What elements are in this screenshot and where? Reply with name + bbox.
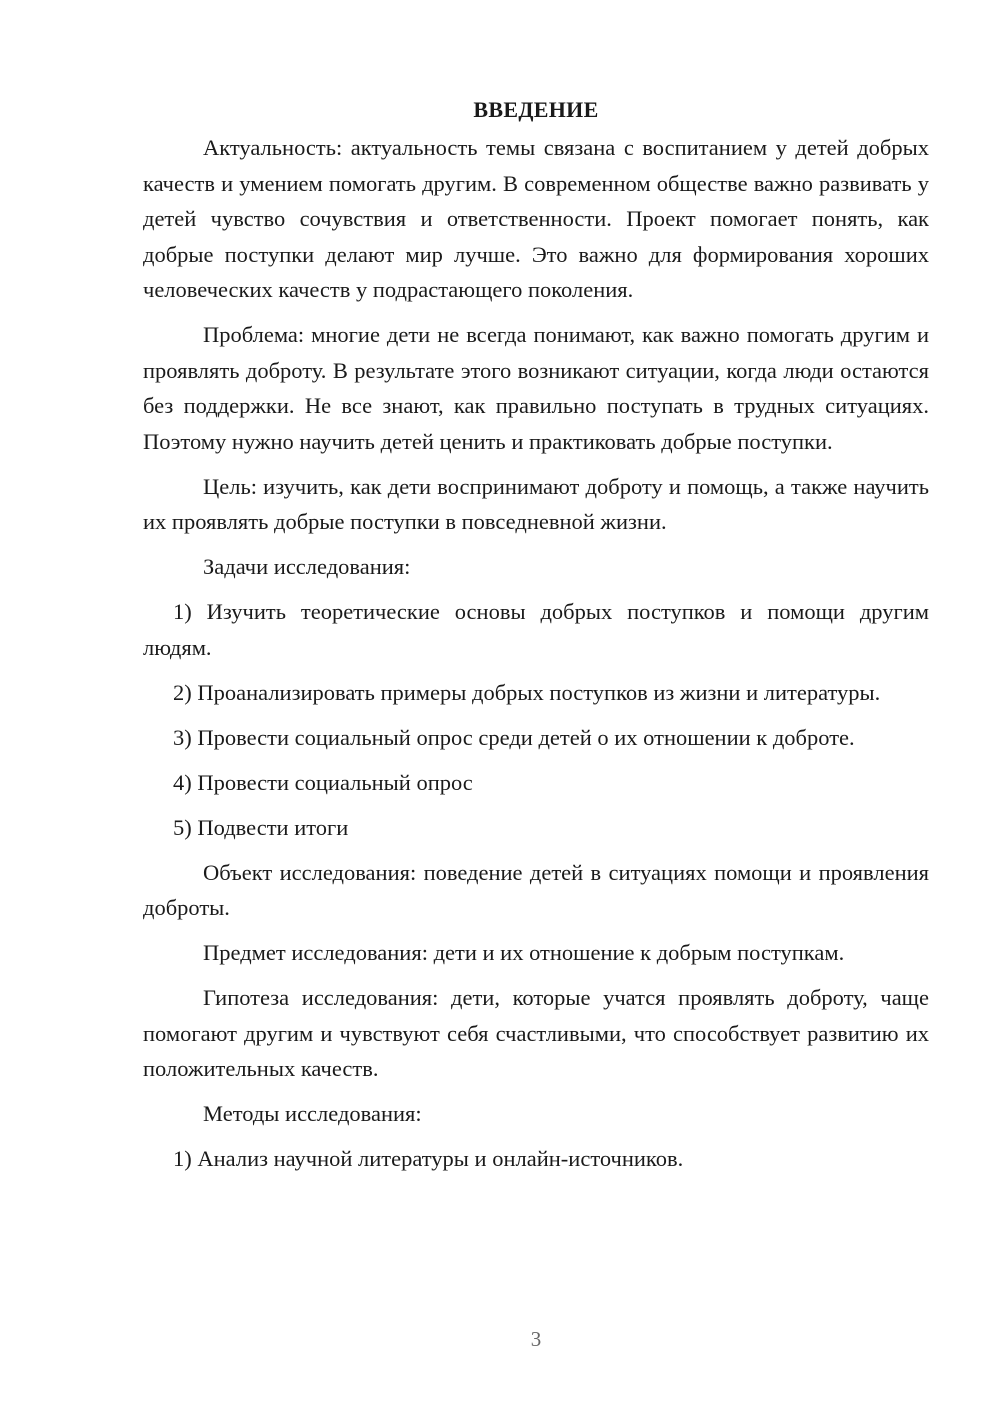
- problem-paragraph: Проблема: многие дети не всегда понимают, как важно помогать другим и проявлять доброту. В результате этого возникают ситуации, когда люди остаются без поддержки. Не все знают, как правильно поступать в трудных ситуациях. Поэтому нужно научить детей ценить и практиковать добрые поступки.: [143, 322, 929, 454]
- section-title: ВВЕДЕНИЕ: [473, 97, 599, 122]
- task-item-2: 2) Проанализировать примеры добрых поступков из жизни и литературы.: [173, 679, 881, 705]
- hypothesis-paragraph: Гипотеза исследования: дети, которые учатся проявлять доброту, чаще помогают другим и чувствуют себя счастливыми, что способствует развитию их положительных качеств.: [143, 985, 929, 1081]
- relevance-paragraph: Актуальность: актуальность темы связана с воспитанием у детей добрых качеств и умением помогать другим. В современном обществе важно развивать у детей чувство сочувствия и ответственности. Проект помогает понять, как добрые поступки делают мир лучше. Это важно для формирования хороших человеческих качеств у подрастающего поколения.: [143, 135, 929, 302]
- goal-paragraph: Цель: изучить, как дети воспринимают доброту и помощь, а также научить их проявлять добрые поступки в повседневной жизни.: [143, 473, 929, 534]
- subject-paragraph: Предмет исследования: дети и их отношение к добрым поступкам.: [203, 940, 845, 965]
- task-item-4: 4) Провести социальный опрос: [173, 769, 473, 795]
- task-item-1: 1) Изучить теоретические основы добрых поступков и помощи другим людям.: [143, 599, 929, 660]
- object-paragraph: Объект исследования: поведение детей в ситуациях помощи и проявления доброты.: [143, 859, 929, 920]
- methods-heading: Методы исследования:: [203, 1101, 422, 1126]
- task-item-5: 5) Подвести итоги: [173, 814, 349, 840]
- tasks-heading: Задачи исследования:: [203, 554, 411, 579]
- page-number: 3: [530, 1327, 542, 1351]
- task-item-3: 3) Провести социальный опрос среди детей о их отношении к доброте.: [173, 724, 855, 750]
- document-page: [143, 92, 929, 1186]
- method-item-1: 1) Анализ научной литературы и онлайн-источников.: [173, 1146, 684, 1171]
